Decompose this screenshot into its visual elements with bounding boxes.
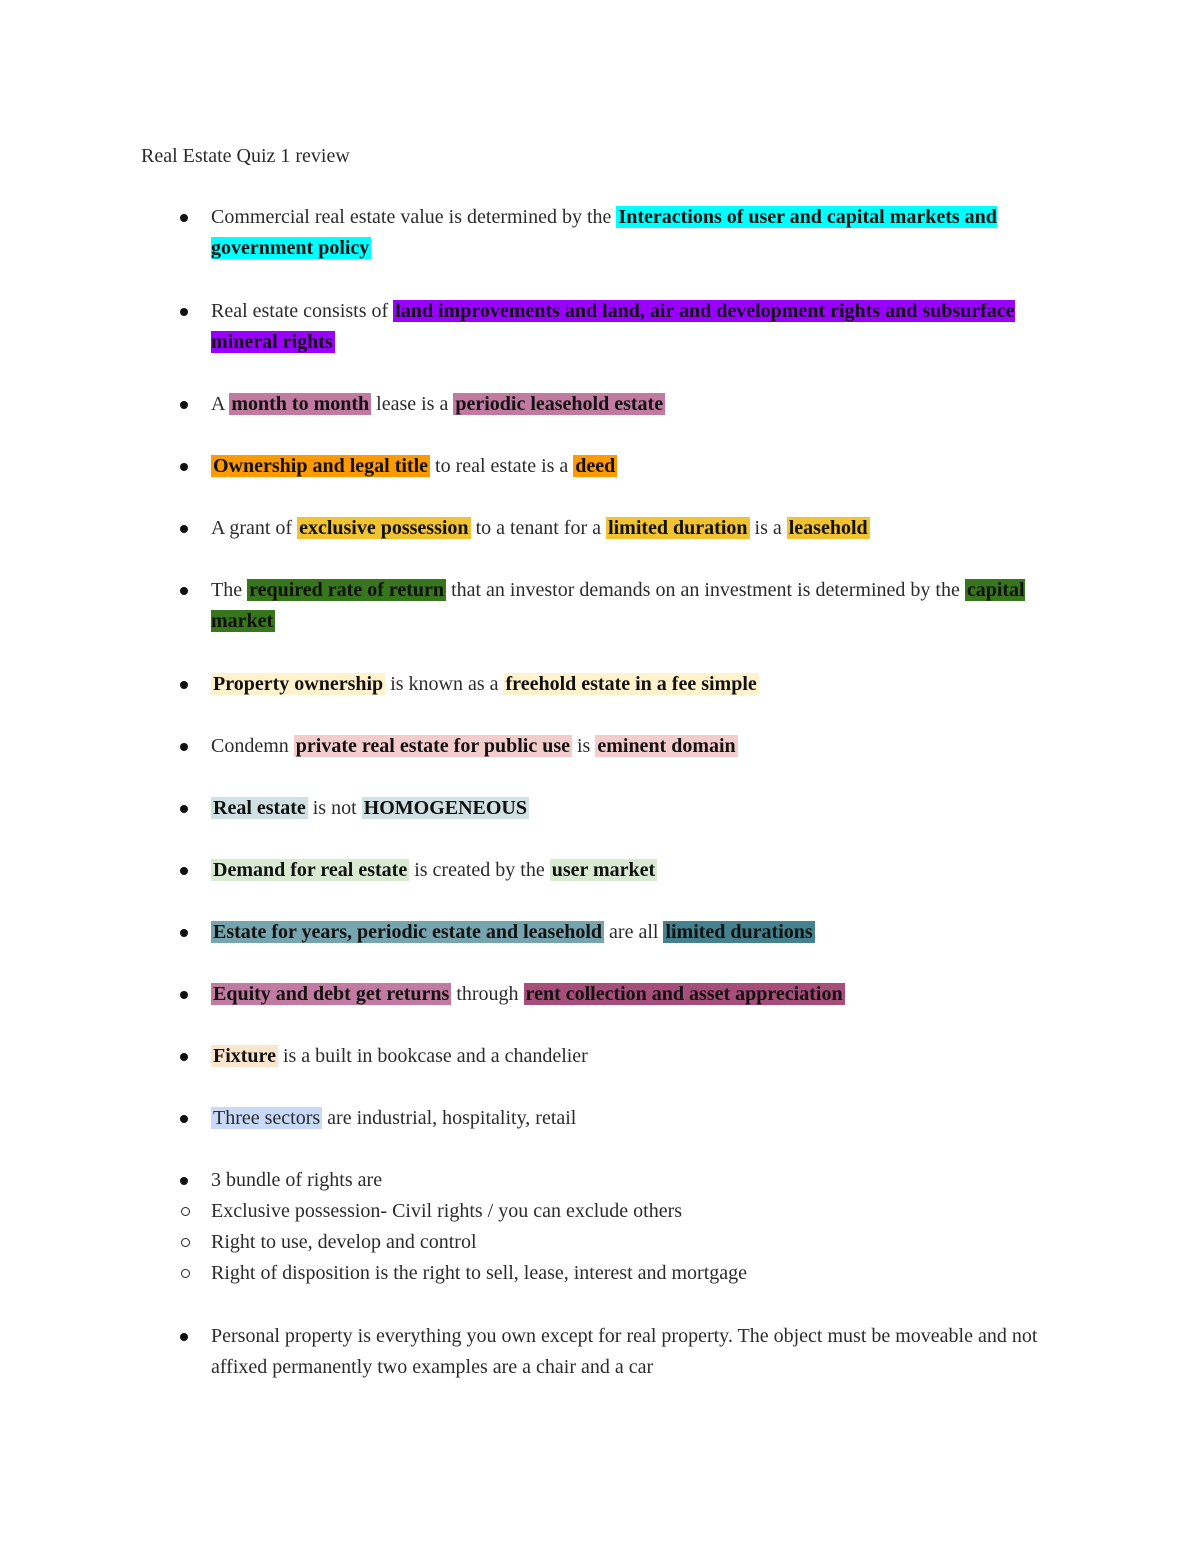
- item-text: The: [211, 579, 248, 601]
- highlighted-term: freehold estate in a fee simple: [505, 673, 757, 695]
- list-item: [211, 513, 1071, 544]
- highlighted-term: Fixture: [213, 1045, 276, 1067]
- item-text: is not: [307, 797, 362, 819]
- sub-list-item: Exclusive possession- Civil rights / you can exclude others: [140, 1196, 1071, 1227]
- list-item: [211, 1321, 1071, 1383]
- item-text: A: [211, 393, 230, 415]
- highlighted-term: eminent domain: [597, 735, 736, 757]
- highlighted-term: Interactions of user and capital markets and government policy: [211, 206, 997, 259]
- item-text: Personal property is everything you own except for real property. The object must be moveable and not affixed permanently two examples are a chair and a car: [211, 1325, 1038, 1378]
- highlighted-term: Equity and debt get returns: [213, 983, 450, 1005]
- list-item: [211, 389, 1071, 420]
- highlighted-term: Demand for real estate: [213, 859, 408, 881]
- list-item: [211, 669, 1071, 700]
- highlighted-term: exclusive possession: [299, 517, 469, 539]
- highlighted-term: Three sectors: [213, 1107, 321, 1129]
- highlighted-term: rent collection and asset appreciation: [525, 983, 843, 1005]
- highlighted-term: limited duration: [608, 517, 748, 539]
- document-title: Real Estate Quiz 1 review: [141, 145, 350, 167]
- list-item: [211, 917, 1071, 948]
- list-item: [211, 451, 1071, 482]
- item-text: A grant of: [211, 517, 298, 539]
- list-item: [211, 1165, 1071, 1289]
- sub-list: [211, 1196, 1071, 1289]
- item-text: 3 bundle of rights are: [211, 1169, 383, 1191]
- sub-list-item: Right of disposition is the right to sell, lease, interest and mortgage: [140, 1258, 1071, 1289]
- item-text: is created by the: [409, 859, 550, 881]
- highlighted-term: Estate for years, periodic estate and leasehold: [213, 921, 603, 943]
- sub-list-item: Right to use, develop and control: [140, 1227, 1071, 1258]
- highlighted-term: deed: [575, 455, 616, 477]
- highlighted-term: leasehold: [788, 517, 868, 539]
- highlighted-term: periodic leasehold estate: [455, 393, 664, 415]
- highlighted-term: month to month: [231, 393, 370, 415]
- item-text: Real estate consists of: [211, 300, 394, 322]
- highlighted-term: Real estate: [213, 797, 306, 819]
- highlighted-term: Property ownership: [213, 673, 384, 695]
- item-text: is a: [749, 517, 787, 539]
- highlighted-term: limited durations: [665, 921, 813, 943]
- highlighted-term: private real estate for public use: [295, 735, 570, 757]
- list-item: [211, 855, 1071, 886]
- item-text: Commercial real estate value is determined by the: [211, 206, 617, 228]
- highlighted-term: Ownership and legal title: [213, 455, 429, 477]
- item-text: are all: [604, 921, 664, 943]
- list-item: [211, 202, 1071, 264]
- list-item: [211, 793, 1071, 824]
- item-text: Condemn: [211, 735, 294, 757]
- highlighted-term: capital market: [211, 579, 1025, 632]
- item-text: through: [451, 983, 524, 1005]
- list-item: [211, 575, 1071, 637]
- list-item: [211, 1041, 1071, 1072]
- list-item: [211, 1103, 1071, 1134]
- list-item: [211, 979, 1071, 1010]
- list-item: [211, 296, 1071, 358]
- item-text: to a tenant for a: [470, 517, 607, 539]
- highlighted-term: HOMOGENEOUS: [363, 797, 527, 819]
- highlighted-term: required rate of return: [249, 579, 445, 601]
- item-text: that an investor demands on an investment is determined by the: [446, 579, 965, 601]
- item-text: is known as a: [385, 673, 504, 695]
- item-text: to real estate is a: [430, 455, 574, 477]
- item-text: is: [572, 735, 596, 757]
- item-text: lease is a: [371, 393, 454, 415]
- highlighted-term: user market: [551, 859, 656, 881]
- item-text: is a built in bookcase and a chandelier: [277, 1045, 588, 1067]
- highlighted-term: land improvements and land, air and development rights and subsurface mineral rights: [211, 300, 1015, 353]
- item-text: are industrial, hospitality, retail: [322, 1107, 577, 1129]
- list-item: [211, 731, 1071, 762]
